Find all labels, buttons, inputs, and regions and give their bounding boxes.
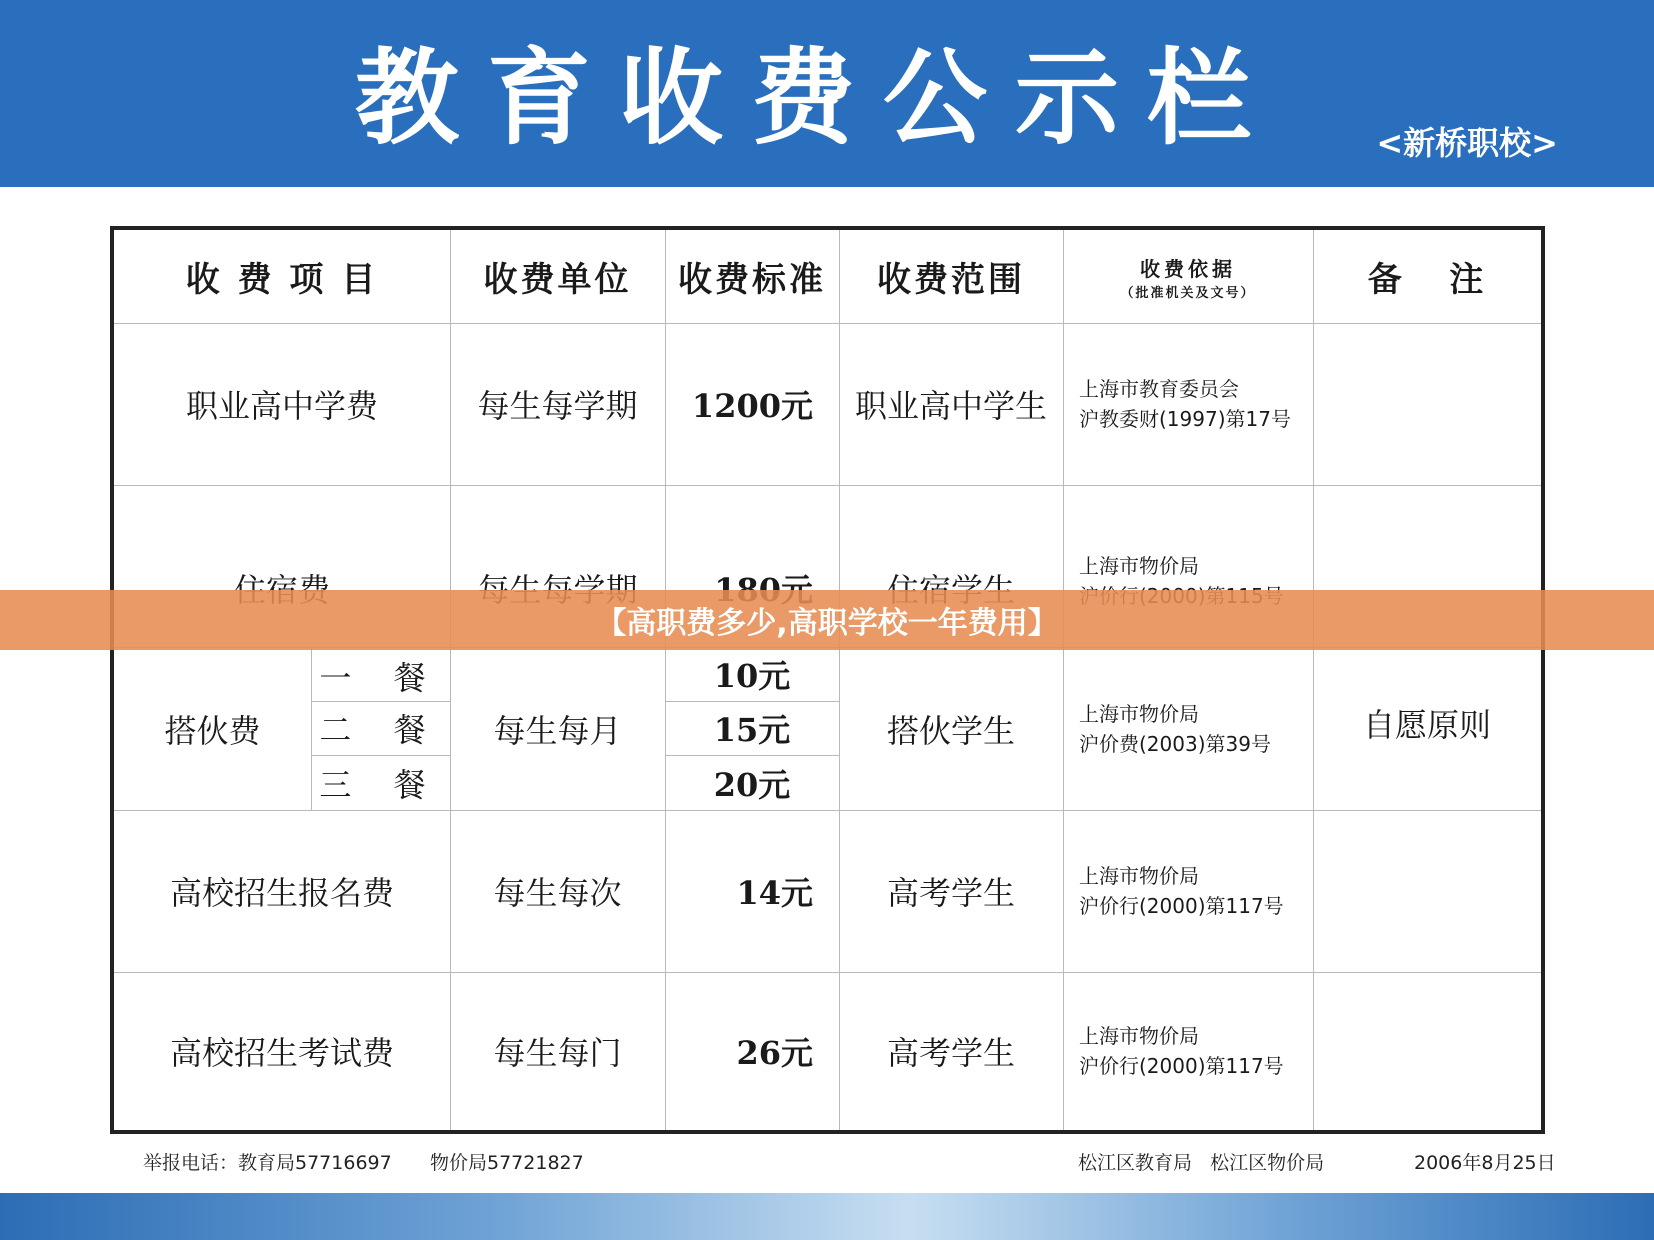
row3-scope: 搭伙学生 xyxy=(886,711,1015,750)
title-banner: 【高职费多少,高职学校一年费用】 xyxy=(0,590,1654,650)
row4-basis: 上海市物价局 沪价行(2000)第117号 xyxy=(1079,864,1284,918)
price-bureau-text: 物价局57721827 xyxy=(430,1152,584,1174)
row1-unit: 每生每学期 xyxy=(477,387,638,425)
row5-standard: 26元 xyxy=(736,1034,813,1072)
issue-date: 2006年8月25日 xyxy=(1414,1152,1556,1174)
row4-item: 高校招生报名费 xyxy=(169,874,394,912)
row1-basis: 上海市教育委员会 沪教委财(1997)第17号 xyxy=(1079,377,1291,431)
header-remark: 备 注 xyxy=(1367,260,1487,300)
row4-unit: 每生每次 xyxy=(493,874,622,912)
meal-one-label: 一 餐 xyxy=(319,659,442,697)
row3-item: 搭伙费 xyxy=(164,711,261,750)
header-standard: 收费标准 xyxy=(678,260,826,300)
header-bar xyxy=(0,0,1654,187)
fee-table xyxy=(110,226,1545,1134)
header-basis: 收费依据 （批准机关及文号） xyxy=(1120,256,1256,301)
header-unit: 收费单位 xyxy=(483,260,632,300)
row4-standard: 14元 xyxy=(736,874,813,912)
row1-scope: 职业高中学生 xyxy=(854,387,1047,425)
bottom-decor-bar xyxy=(0,1193,1654,1240)
meal-three-price: 20元 xyxy=(713,765,791,804)
row1-standard: 1200元 xyxy=(691,387,813,425)
row3-basis: 上海市物价局 沪价费(2003)第39号 xyxy=(1079,701,1271,756)
row3-unit: 每生每月 xyxy=(493,711,622,750)
school-name: <新桥职校> xyxy=(1376,124,1558,162)
row2-basis: 上海市物价局 xyxy=(1079,554,1199,578)
row5-unit: 每生每门 xyxy=(493,1034,622,1072)
header-scope: 收费范围 xyxy=(877,260,1025,300)
row5-scope: 高考学生 xyxy=(886,1034,1015,1072)
meal-two-price: 15元 xyxy=(713,711,791,749)
row1-item: 职业高中学费 xyxy=(185,387,378,425)
issuers-text: 松江区教育局 松江区物价局 xyxy=(1078,1152,1325,1174)
row4-scope: 高考学生 xyxy=(886,874,1015,912)
hotline-text: 举报电话：教育局57716697 xyxy=(143,1152,392,1174)
row5-item: 高校招生考试费 xyxy=(169,1034,394,1072)
row1-remark xyxy=(1313,323,1541,485)
meal-two-label: 二 餐 xyxy=(319,711,442,749)
meal-one-price: 10元 xyxy=(713,657,791,695)
row4-remark xyxy=(1313,810,1541,972)
header-item: 收 费 项 目 xyxy=(185,260,379,300)
meal-three-label: 三 餐 xyxy=(319,765,442,804)
row3-remark: 自愿原则 xyxy=(1362,705,1491,744)
page-title: 教育收费公示栏 xyxy=(354,37,1279,159)
row5-remark xyxy=(1313,972,1541,1130)
row5-basis: 上海市物价局 沪价行(2000)第117号 xyxy=(1079,1024,1284,1078)
